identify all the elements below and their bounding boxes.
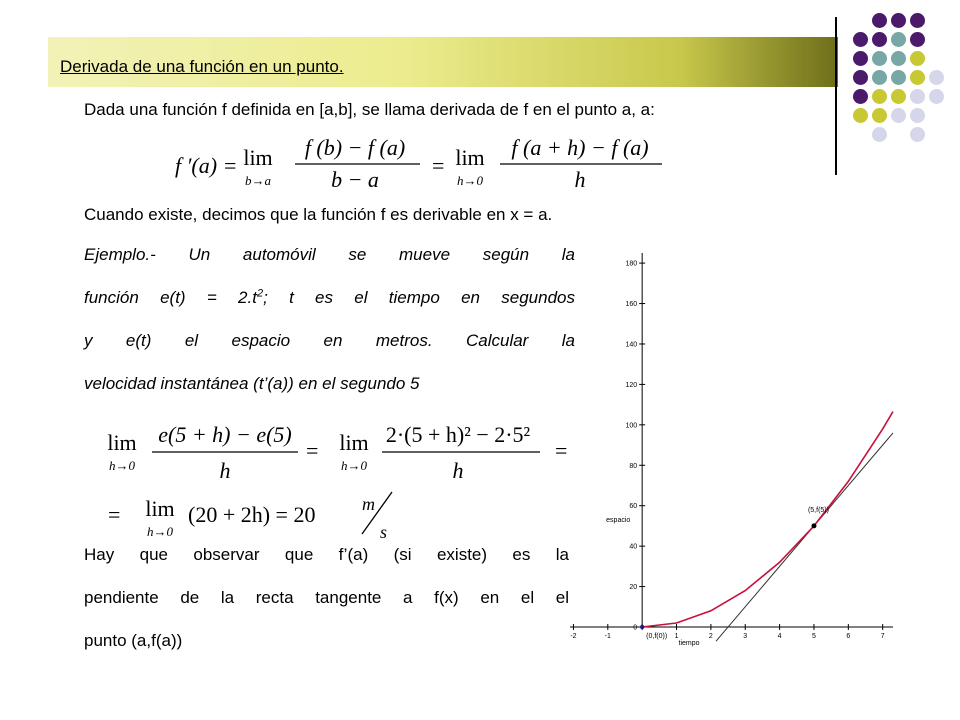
x-tick-label: 7 [880,633,885,640]
equals-sign: = [555,438,568,463]
observation-line: punto (a,f(a)) [84,631,183,650]
y-tick-label: 160 [625,301,638,309]
decorative-dot [853,32,868,47]
example-paragraph [84,233,575,405]
decorative-dot [929,70,944,85]
x-tick-label: 3 [743,633,748,640]
decorative-dot [891,108,906,123]
example-line [84,276,575,319]
slide-title: Derivada de una función en un punto. [60,57,344,76]
observation-line: pendiente de la recta tangente a f(x) en el el [84,588,569,607]
derivative-definition-formula [170,135,670,197]
data-point [640,625,644,629]
example-line: velocidad instantánea (t’(a)) en el segundo 5 [84,374,420,393]
point-label: (5,f(5)) [807,506,829,514]
decorative-dot [910,89,925,104]
equals-sign: = [306,438,319,463]
formula-lhs: f ′(a) = [175,153,238,178]
observation-paragraph [84,533,569,662]
decorative-dot [853,70,868,85]
decorative-dot [891,89,906,104]
fraction-denominator: h [219,458,231,483]
lim-operator: lim [145,496,175,521]
x-tick-label: -2 [570,633,577,640]
y-tick-label: 20 [629,584,638,592]
lim-subscript: b→a [245,173,271,188]
decorative-dot [910,32,925,47]
decorative-dot [872,51,887,66]
decorative-dot [910,127,925,142]
x-axis-label: tiempo [678,640,700,647]
fraction-numerator: e(5 + h) − e(5) [158,422,292,447]
decorative-dot [853,89,868,104]
y-tick-label: 140 [625,341,638,349]
x-tick-label: 6 [846,633,851,640]
y-tick-label: 100 [625,422,638,430]
fraction-numerator: f (a + h) − f (a) [511,135,649,160]
x-tick-label: 2 [708,633,713,640]
decorative-dot [891,70,906,85]
fraction-numerator: f (b) − f (a) [304,135,406,160]
lim-operator: lim [243,145,273,170]
y-axis-label: espacio [606,516,631,524]
lim-subscript: h→0 [109,458,135,473]
decorative-dot [872,89,887,104]
equals-sign: = [432,153,445,178]
decorative-dot [910,51,925,66]
example-line: y e(t) el espacio en metros. Calcular la [84,331,575,350]
y-tick-label: 60 [629,503,638,511]
x-tick-label: 1 [674,633,679,640]
lim-subscript: h→0 [147,524,173,539]
decorative-dot [872,32,887,47]
x-tick-label: 4 [777,633,782,640]
decorative-dot [872,108,887,123]
y-tick-label: 180 [625,260,638,268]
fraction-numerator: 2·(5 + h)² − 2·5² [385,422,531,447]
y-tick-label: 80 [629,462,638,470]
definition-text: Dada una función f definida en [a,b], se llama derivada de f en el punto a, a: [84,100,655,119]
lim-subscript: h→0 [457,173,483,188]
fraction-denominator: h [452,458,464,483]
decorative-dot [872,70,887,85]
x-tick-label: -1 [604,633,611,640]
decorative-dot [910,70,925,85]
vertical-divider [835,17,837,175]
example-line: Ejemplo.- Un automóvil se mueve según la [84,245,575,264]
decorative-dot [872,13,887,28]
limit-result: (20 + 2h) = 20 [188,502,316,527]
function-curve [642,412,893,628]
y-tick-label: 120 [625,381,638,389]
decorative-dot [891,32,906,47]
y-tick-label: 40 [629,543,638,551]
tangent-line-chart [560,245,896,660]
decorative-dot [853,51,868,66]
x-tick-label: 5 [812,633,816,640]
decorative-dot [910,108,925,123]
decorative-dot [891,13,906,28]
point-label: (0,f(0)) [646,633,668,640]
example-line-start: función e(t) = 2.t [84,288,257,307]
decorative-dot [929,89,944,104]
unit-numerator: m [362,494,375,514]
y-tick-label: 0 [633,624,638,632]
lim-operator: lim [339,430,369,455]
lim-operator: lim [107,430,137,455]
example-line-end: ; t es el tiempo en segundos [263,288,575,307]
observation-line: Hay que observar que f’(a) (si existe) es la [84,545,569,564]
decorative-dot [910,13,925,28]
example-limit-formula [100,412,580,544]
equals-sign: = [108,502,121,527]
lim-operator: lim [455,145,485,170]
decorative-dot [891,51,906,66]
exponent: 2 [256,287,264,300]
decorative-dot [853,108,868,123]
lim-subscript: h→0 [341,458,367,473]
derivable-condition-text: Cuando existe, decimos que la función f es derivable en x = a. [84,205,553,224]
data-point [811,523,816,528]
decorative-dot [872,127,887,142]
fraction-denominator: b − a [331,167,379,192]
unit-denominator: s [380,522,388,542]
fraction-denominator: h [574,167,586,192]
